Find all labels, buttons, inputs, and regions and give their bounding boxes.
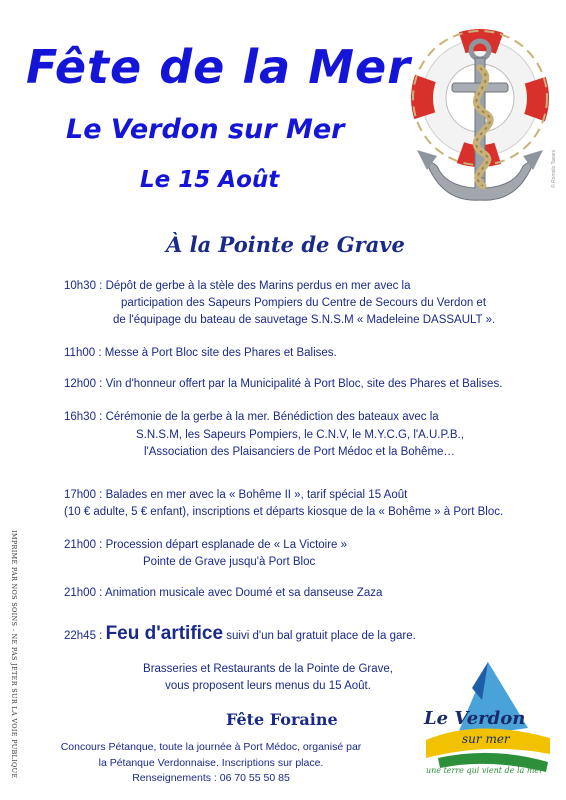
location-heading: À la Pointe de Grave — [166, 232, 405, 257]
entry-time: 21h00 : — [64, 587, 103, 599]
poster-subtitle: Le Verdon sur Mer — [66, 114, 345, 145]
entry-text-line: Pointe de Grave jusqu'à Port Bloc — [143, 556, 316, 568]
entry-text-line: l'Association des Plaisanciers de Port Médoc et la Bohême… — [144, 446, 455, 458]
poster-date: Le 15 Août — [140, 167, 280, 193]
entry-text-line: participation des Sapeurs Pompiers du Centre de Secours du Verdon et — [121, 297, 487, 309]
entry-time: 11h00 : — [64, 347, 102, 359]
entry-text: Animation musicale avec Doumé et sa danseuse Zaza — [104, 587, 383, 599]
fete-foraine-heading: Fête Foraine — [226, 710, 338, 729]
logo-name: Le Verdon — [424, 708, 526, 729]
entry-text: Messe à Port Bloc site des Phares et Balises. — [104, 347, 337, 359]
fireworks-highlight: Feu d'artifice — [105, 623, 224, 644]
entry-text-line: (10 € adulte, 5 € enfant), inscriptions et départs kiosque de la « Bohême » à Port Bloc. — [64, 506, 504, 518]
entry-text: Dépôt de gerbe à la stèle des Marins perdus en mer avec la — [105, 280, 411, 292]
entry-text-line: de l'équipage du bateau de sauvetage S.N.S.M « Madeleine DASSAULT ». — [113, 314, 496, 326]
entry-time: 22h45 : — [64, 630, 103, 642]
print-notice: IMPRIMÉ PAR NOS SOINS - NE PAS JETER SUR LA VOIE PUBLIQUE — [10, 530, 18, 779]
entry-text: Cérémonie de la gerbe à la mer. Bénédiction des bateaux avec la — [105, 411, 439, 423]
restaurants-line: vous proposent leurs menus du 15 Août. — [165, 680, 371, 692]
petanque-line: Concours Pétanque, toute la journée à Port Médoc, organisé par — [60, 741, 362, 753]
entry-text: suivi d'un bal gratuit place de la gare. — [226, 630, 416, 642]
contact-phone: Renseignements : 06 70 55 50 85 — [132, 772, 290, 784]
program-entry — [64, 585, 382, 603]
entry-time: 17h00 : — [64, 489, 103, 501]
entry-time: 10h30 : — [64, 280, 103, 292]
restaurants-line: Brasseries et Restaurants de la Pointe de Grave, — [143, 663, 393, 675]
program-entry — [64, 621, 416, 649]
program-entry — [64, 345, 337, 363]
entry-time: 16h30 : — [64, 411, 103, 423]
le-verdon-logo — [418, 658, 558, 788]
entry-text: Vin d'honneur offert par la Municipalité à Port Bloc, site des Phares et Balises. — [105, 378, 503, 390]
entry-time: 21h00 : — [64, 539, 103, 551]
program-entry — [64, 537, 347, 555]
image-credit: © Romolo Tavani — [551, 149, 557, 188]
logo-tagline: une terre qui vient de la mer — [426, 766, 543, 775]
program-entry — [64, 487, 407, 505]
program-entry — [64, 376, 502, 394]
program-entry — [64, 278, 411, 296]
restaurants-note — [118, 661, 418, 695]
entry-text: Procession départ esplanade de « La Victoire » — [105, 539, 348, 551]
entry-text-line: S.N.S.M, les Sapeurs Pompiers, le C.N.V, le M.Y.C.G, l'A.U.P.B., — [136, 429, 464, 441]
lifebuoy-anchor-illustration — [405, 28, 555, 218]
petanque-line: la Pétanque Verdonnaise. Inscriptions sur place. — [98, 756, 324, 769]
logo-subname: sur mer — [462, 732, 510, 746]
program-entry — [64, 409, 439, 427]
entry-time: 12h00 : — [64, 378, 103, 390]
entry-text: Balades en mer avec la « Bohême II », tarif spécial 15 Août — [105, 489, 408, 501]
petanque-note — [56, 740, 366, 787]
poster-title: Fête de la Mer — [26, 40, 411, 94]
